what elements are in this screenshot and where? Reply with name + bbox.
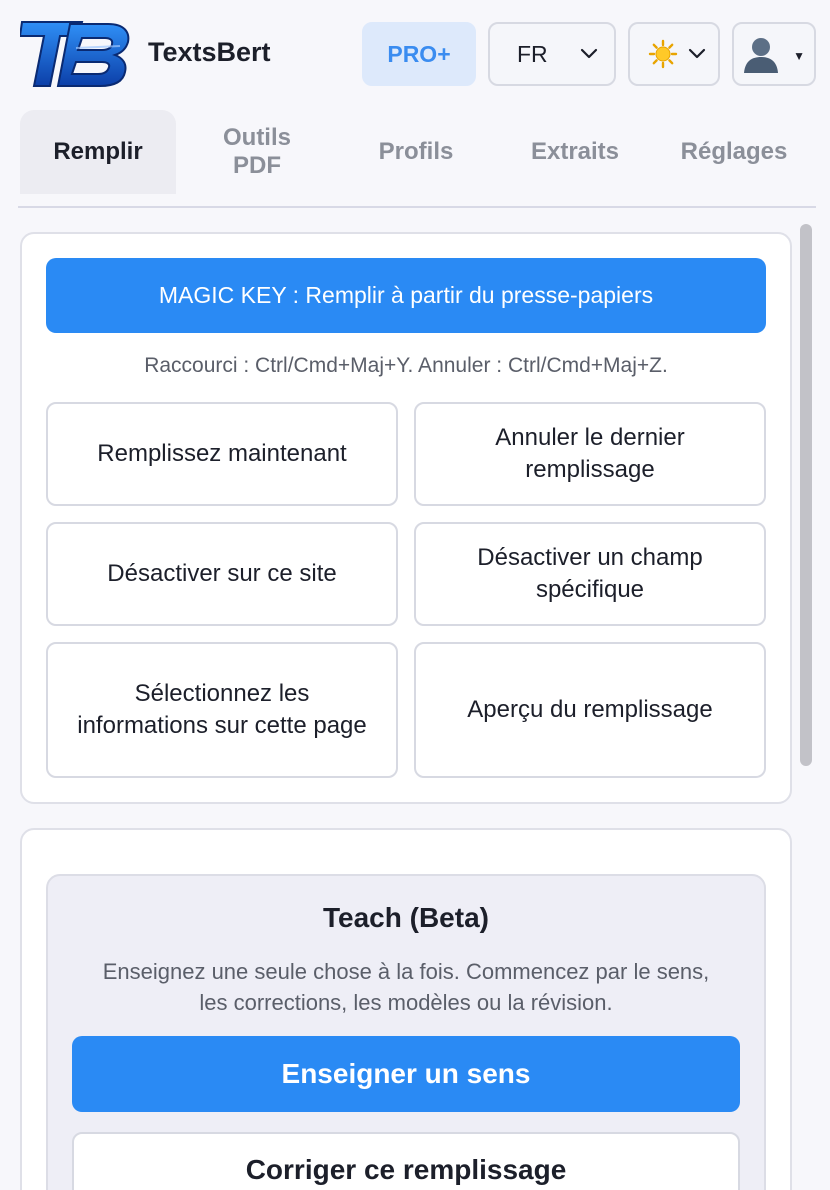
tab-profils[interactable]: Profils	[378, 138, 454, 165]
disable-on-site-button[interactable]: Désactiver sur ce site	[46, 522, 398, 626]
shortcut-hint: Raccourci : Ctrl/Cmd+Maj+Y. Annuler : Ctrl/Cmd+Maj+Z.	[144, 354, 668, 377]
chevron-down-icon	[578, 42, 600, 64]
chevron-down-icon	[686, 42, 708, 64]
header	[0, 0, 830, 108]
teach-description: Enseignez une seule chose à la fois. Commencez par le sens, les corrections, les modèles ou la révision.	[102, 959, 710, 1015]
tab-divider	[18, 206, 816, 208]
fill-now-button[interactable]: Remplissez maintenant	[46, 402, 398, 506]
correct-fill-button[interactable]: Corriger ce remplissage	[72, 1132, 740, 1190]
disable-field-button[interactable]: Désactiver un champ spécifique	[414, 522, 766, 626]
undo-last-fill-button[interactable]: Annuler le dernier remplissage	[414, 402, 766, 506]
fill-card	[20, 232, 792, 804]
tab-extraits[interactable]: Extraits	[530, 138, 620, 165]
tab-reglages[interactable]: Réglages	[680, 138, 788, 165]
teach-meaning-button[interactable]: Enseigner un sens	[72, 1036, 740, 1112]
language-value: FR	[517, 40, 548, 67]
textsbert-logo-icon	[20, 18, 132, 90]
teach-title: Teach (Beta)	[323, 902, 489, 933]
tab-outils-pdf[interactable]: Outils PDF	[222, 124, 291, 179]
caret-down-icon: ▼	[793, 49, 805, 63]
pro-upgrade-button[interactable]: PRO+	[362, 22, 476, 86]
user-avatar-icon	[740, 33, 782, 75]
language-select[interactable]	[488, 22, 616, 86]
magic-key-button[interactable]: MAGIC KEY : Remplir à partir du presse-papiers	[46, 258, 766, 333]
tab-remplir[interactable]: Remplir	[20, 110, 176, 194]
brand-name: TextsBert	[148, 37, 271, 67]
select-page-info-button[interactable]: Sélectionnez les informations sur cette page	[46, 642, 398, 778]
teach-card	[20, 828, 792, 1190]
sun-icon	[648, 39, 678, 69]
theme-select[interactable]	[628, 22, 720, 86]
tab-bar	[18, 110, 816, 196]
user-menu-button[interactable]	[732, 22, 816, 86]
teach-panel	[46, 874, 766, 1190]
fill-preview-button[interactable]: Aperçu du remplissage	[414, 642, 766, 778]
scrollbar[interactable]	[800, 224, 812, 766]
